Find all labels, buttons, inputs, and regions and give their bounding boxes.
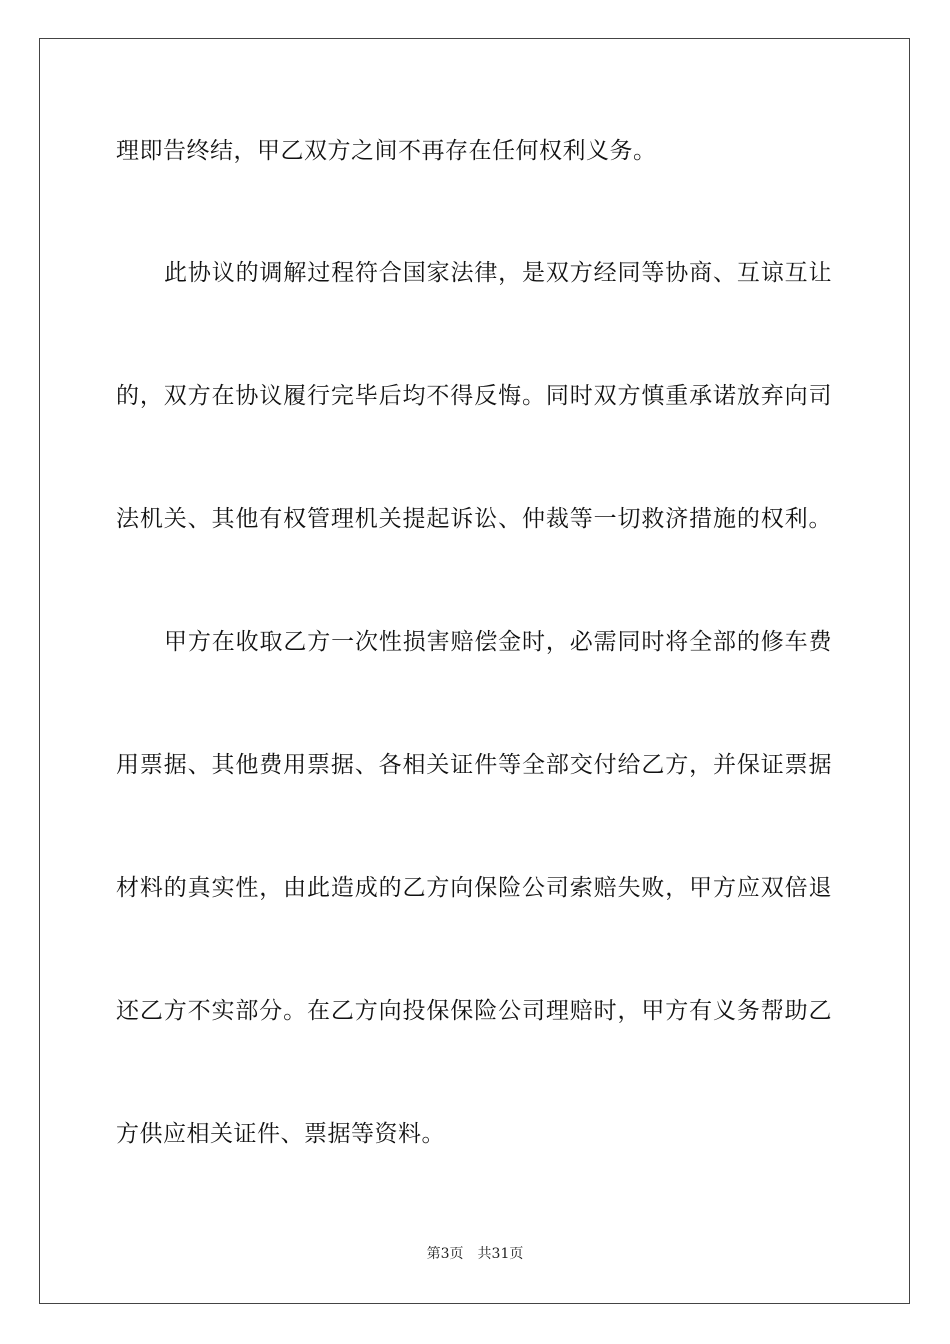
paragraph-line: 方供应相关证件、票据等资料。 [116,1121,445,1147]
page-total: 共31页 [477,1246,524,1262]
paragraph-line: 此协议的调解过程符合国家法律，是双方经同等协商、互谅互让 [164,260,832,286]
paragraph-line: 材料的真实性，由此造成的乙方向保险公司索赔失败，甲方应双倍退 [116,875,832,901]
paragraph-line: 法机关、其他有权管理机关提起诉讼、仲裁等一切救济措施的权利。 [116,506,832,532]
page-number: 第3页 [426,1246,464,1262]
paragraph-line: 甲方在收取乙方一次性损害赔偿金时，必需同时将全部的修车费 [164,629,832,655]
paragraph-line: 还乙方不实部分。在乙方向投保保险公司理赔时，甲方有义务帮助乙 [116,998,832,1024]
paragraph-line: 的，双方在协议履行完毕后均不得反悔。同时双方慎重承诺放弃向司 [116,383,832,409]
paragraph-line: 用票据、其他费用票据、各相关证件等全部交付给乙方，并保证票据 [116,752,832,778]
paragraph-line: 理即告终结，甲乙双方之间不再存在任何权利义务。 [116,138,657,164]
page-border [39,38,910,1304]
page-footer [0,1245,950,1263]
